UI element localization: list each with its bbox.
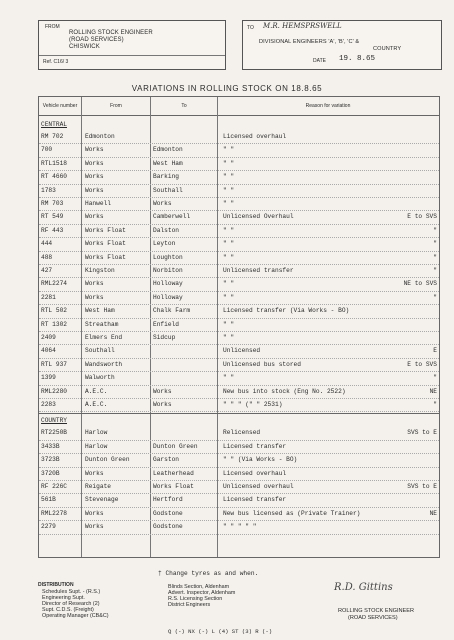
vehicle-cell: 561B bbox=[41, 496, 56, 504]
reason-cell: Unlicensed overhaul bbox=[223, 483, 294, 490]
vehicle-cell: RF 226C bbox=[41, 483, 67, 490]
table-row bbox=[39, 467, 439, 481]
reason-cell: " " bbox=[223, 293, 235, 301]
vehicle-cell: 2279 bbox=[41, 523, 56, 531]
distribution-item: Blinds Section, Aldenham bbox=[168, 584, 230, 590]
date-label: DATE bbox=[313, 58, 326, 64]
from-cell: Works bbox=[85, 173, 104, 181]
to-cell: Godstone bbox=[153, 523, 183, 531]
note-cell: " bbox=[433, 267, 437, 274]
from-cell: Harlow bbox=[85, 429, 108, 437]
section-heading: COUNTRY bbox=[41, 417, 67, 425]
reason-cell: Relicensed bbox=[223, 429, 261, 437]
to-cell: Chalk Farm bbox=[153, 307, 191, 315]
vehicle-cell: 1783 bbox=[41, 186, 56, 194]
to-cell: Leyton bbox=[153, 240, 176, 248]
reason-cell: " " bbox=[223, 374, 235, 382]
reason-cell: " " bbox=[223, 320, 235, 328]
vehicle-cell: 2281 bbox=[41, 293, 56, 301]
from-cell: Works Float bbox=[85, 226, 126, 234]
vehicle-cell: 3720B bbox=[41, 469, 60, 477]
variations-table bbox=[38, 96, 440, 558]
sign-line-2: (ROAD SERVICES) bbox=[348, 615, 398, 621]
sign-line-1: ROLLING STOCK ENGINEER bbox=[338, 608, 415, 614]
from-cell: Works Float bbox=[85, 253, 126, 261]
vehicle-cell: 4064 bbox=[41, 347, 56, 355]
table-row bbox=[39, 264, 439, 278]
vehicle-cell: 3433B bbox=[41, 442, 60, 450]
to-box bbox=[242, 20, 442, 70]
distribution-item: District Engineers bbox=[168, 602, 211, 608]
vehicle-cell: 444 bbox=[41, 240, 53, 248]
table-row bbox=[39, 520, 439, 534]
vehicle-cell: RT 4660 bbox=[41, 173, 67, 181]
from-cell: A.E.C. bbox=[85, 401, 108, 408]
reason-cell: " " bbox=[223, 159, 235, 167]
from-cell: Elmers End bbox=[85, 334, 123, 341]
table-row bbox=[39, 237, 439, 251]
from-cell: Stevenage bbox=[85, 496, 119, 504]
from-cell: Works bbox=[85, 159, 104, 167]
table-row bbox=[39, 331, 439, 345]
reason-cell: Licensed transfer (Via Works - BO) bbox=[223, 307, 350, 315]
to-cell: Works bbox=[153, 200, 172, 207]
note-cell: " bbox=[433, 226, 437, 234]
from-cell: Works bbox=[85, 280, 104, 288]
vehicle-cell: RTL 502 bbox=[41, 307, 67, 315]
reason-cell: " " (Via Works - BO) bbox=[223, 456, 298, 464]
vehicle-cell: 488 bbox=[41, 253, 53, 261]
table-row bbox=[39, 224, 439, 238]
to-cell: Camberwell bbox=[153, 213, 191, 221]
reason-cell: Licensed transfer bbox=[223, 496, 287, 504]
reason-cell: Licensed transfer bbox=[223, 442, 287, 450]
to-cell: Holloway bbox=[153, 293, 183, 301]
note-cell: NE to SVS bbox=[403, 280, 437, 288]
reason-cell: Unlicensed bbox=[223, 347, 261, 355]
vehicle-cell: 2409 bbox=[41, 334, 56, 341]
table-row bbox=[39, 130, 439, 144]
to-cell: Enfield bbox=[153, 320, 179, 328]
from-cell: Hanwell bbox=[85, 200, 111, 207]
reason-cell: " " bbox=[223, 146, 235, 154]
to-cell: Sidcup bbox=[153, 334, 176, 341]
note-cell: " bbox=[433, 253, 437, 261]
from-cell: Works bbox=[85, 186, 104, 194]
to-cell: Works bbox=[153, 401, 172, 408]
distribution-codes: Q (-) NX (-) L (4) ST (3) R (-) bbox=[168, 628, 273, 635]
reason-cell: " " bbox=[223, 280, 235, 288]
table-row bbox=[39, 170, 439, 184]
note-cell: E to SVS bbox=[407, 213, 437, 221]
vehicle-cell: RTL1518 bbox=[41, 159, 67, 167]
note-cell: SVS to E bbox=[407, 483, 437, 490]
table-row bbox=[39, 493, 439, 507]
distribution-list-left bbox=[42, 589, 109, 619]
reason-cell: Licensed overhaul bbox=[223, 133, 287, 140]
table-row bbox=[39, 453, 439, 467]
to-cell: Works Float bbox=[153, 483, 194, 490]
distribution-item: Advert. Inspector, Aldenham bbox=[168, 590, 236, 596]
vehicle-cell: RML2274 bbox=[41, 280, 67, 288]
distribution-item: Schedules Supt. - (R.S.) bbox=[42, 589, 101, 595]
to-cell: Loughton bbox=[153, 253, 183, 261]
from-cell: Streatham bbox=[85, 320, 119, 328]
note-mark: † bbox=[158, 570, 166, 577]
vehicle-cell: RM 703 bbox=[41, 200, 64, 207]
reason-cell: Unlicensed bus stored bbox=[223, 360, 301, 368]
from-cell: Works Float bbox=[85, 240, 126, 248]
to-cell: Barking bbox=[153, 173, 179, 181]
distribution-item: Engineering Supt. bbox=[42, 595, 85, 601]
to-cell: Garston bbox=[153, 456, 179, 464]
note-cell: SVS to E bbox=[407, 429, 437, 437]
reason-cell: New bus licensed as (Private Trainer) bbox=[223, 509, 361, 517]
note-cell: E bbox=[433, 347, 437, 355]
from-cell: Works bbox=[85, 146, 104, 154]
vehicle-cell: 2283 bbox=[41, 401, 56, 408]
to-cell: Edmonton bbox=[153, 146, 183, 154]
from-line-1: ROLLING STOCK ENGINEER bbox=[69, 30, 153, 36]
to-line-2: COUNTRY bbox=[373, 46, 402, 52]
from-cell: Walworth bbox=[85, 374, 115, 382]
vehicle-cell: 427 bbox=[41, 267, 53, 274]
vehicle-cell: 700 bbox=[41, 146, 53, 154]
to-cell: Dunton Green bbox=[153, 442, 198, 450]
signature: R.D. Gittins bbox=[334, 582, 393, 593]
from-cell: Edmonton bbox=[85, 133, 115, 140]
from-cell: West Ham bbox=[85, 307, 115, 315]
reason-cell: " " bbox=[223, 186, 235, 194]
vehicle-cell: 3723B bbox=[41, 456, 60, 464]
table-row bbox=[39, 143, 439, 157]
col-vehicle: Vehicle number bbox=[39, 97, 82, 115]
reason-cell: Unlicensed Overhaul bbox=[223, 213, 294, 221]
note-cell: E to SVS bbox=[407, 360, 437, 368]
ref-number: Ref. C16/ 3 bbox=[43, 59, 69, 65]
from-cell: Dunton Green bbox=[85, 456, 130, 464]
table-row bbox=[39, 440, 439, 454]
table-row bbox=[39, 507, 439, 521]
table-row bbox=[39, 371, 439, 385]
to-cell: Dalston bbox=[153, 226, 179, 234]
vehicle-cell: RML2278 bbox=[41, 509, 67, 517]
table-row bbox=[39, 426, 439, 440]
vehicle-cell: RT2250B bbox=[41, 429, 67, 437]
col-to: To bbox=[151, 97, 218, 115]
col-reason: Reason for variation bbox=[305, 103, 351, 109]
distribution-item: Operating Manager (CB&C) bbox=[42, 613, 109, 619]
table-row bbox=[39, 318, 439, 332]
from-cell: Works bbox=[85, 509, 104, 517]
from-box bbox=[38, 20, 226, 70]
table-row bbox=[39, 157, 439, 171]
from-cell: Works bbox=[85, 213, 104, 221]
table-row bbox=[39, 398, 439, 412]
vehicle-cell: 1399 bbox=[41, 374, 56, 382]
from-cell: Works bbox=[85, 293, 104, 301]
from-cell: Harlow bbox=[85, 442, 108, 450]
to-cell: Norbiton bbox=[153, 267, 183, 274]
vehicle-cell: RTL 937 bbox=[41, 360, 67, 368]
to-cell: West Ham bbox=[153, 159, 183, 167]
to-cell: Holloway bbox=[153, 280, 183, 288]
reason-cell: " " bbox=[223, 200, 235, 207]
table-row bbox=[39, 251, 439, 265]
reason-cell: " " bbox=[223, 253, 235, 261]
vehicle-cell: RML2280 bbox=[41, 387, 67, 395]
note-cell: " bbox=[433, 293, 437, 301]
from-cell: Wandsworth bbox=[85, 360, 123, 368]
section-heading: CENTRAL bbox=[41, 121, 67, 128]
from-cell: A.E.C. bbox=[85, 387, 108, 395]
to-cell: Hertford bbox=[153, 496, 183, 504]
page-title: VARIATIONS IN ROLLING STOCK ON 18.8.65 bbox=[131, 84, 323, 93]
distribution-label: DISTRIBUTION bbox=[38, 582, 74, 588]
vehicle-cell: RF 443 bbox=[41, 226, 64, 234]
table-row bbox=[39, 344, 439, 358]
footer-note: † Change tyres as and when. bbox=[158, 570, 259, 577]
note-cell: " bbox=[433, 240, 437, 248]
table-row bbox=[39, 184, 439, 198]
vehicle-cell: RT 549 bbox=[41, 213, 64, 221]
reason-cell: " " bbox=[223, 173, 235, 181]
table-row bbox=[39, 385, 439, 399]
from-cell: Works bbox=[85, 523, 104, 531]
reason-cell: Unlicensed transfer bbox=[223, 267, 294, 274]
from-cell: Kingston bbox=[85, 267, 115, 274]
reason-cell: " " bbox=[223, 240, 235, 248]
note-cell: " bbox=[433, 401, 437, 408]
reason-cell: " " " (" " 2531) bbox=[223, 401, 283, 408]
reason-cell: " " bbox=[223, 334, 235, 341]
to-cell: Southall bbox=[153, 186, 183, 194]
from-line-3: CHISWICK bbox=[69, 44, 100, 50]
to-handwritten: M.R. HEMSPRSWELL bbox=[263, 22, 342, 30]
from-cell: Southall bbox=[85, 347, 115, 355]
reason-cell: " " " " " bbox=[223, 523, 257, 531]
from-cell: Reigate bbox=[85, 483, 111, 490]
table-row bbox=[39, 480, 439, 494]
distribution-item: Supt. C.D.S. (Freight) bbox=[42, 607, 94, 613]
to-cell: Godstone bbox=[153, 509, 183, 517]
note-cell: NE bbox=[429, 509, 437, 517]
reason-cell: Licensed overhaul bbox=[223, 469, 287, 477]
date-value: 19. 8.65 bbox=[339, 55, 376, 63]
note-cell: " bbox=[433, 374, 437, 382]
vehicle-cell: RT 1302 bbox=[41, 320, 67, 328]
reason-cell: New bus into stock (Eng No. 2522) bbox=[223, 387, 346, 395]
from-line-2: (ROAD SERVICES) bbox=[69, 37, 124, 43]
vehicle-cell: RM 702 bbox=[41, 133, 64, 140]
table-row bbox=[39, 304, 439, 318]
to-line-1: DIVISIONAL ENGINEERS 'A', 'B', 'C' & bbox=[259, 39, 360, 45]
from-label: FROM bbox=[45, 24, 60, 30]
distribution-item: Director of Research (2) bbox=[42, 601, 100, 607]
from-cell: Works bbox=[85, 469, 104, 477]
note-cell: NE bbox=[429, 387, 437, 395]
table-row bbox=[39, 197, 439, 211]
reason-cell: " " bbox=[223, 226, 235, 234]
table-row bbox=[39, 358, 439, 372]
to-label: TO bbox=[247, 25, 254, 31]
distribution-item: R.S. Licensing Section bbox=[168, 596, 223, 602]
distribution-list-mid bbox=[168, 584, 235, 608]
to-cell: Works bbox=[153, 387, 172, 395]
table-row bbox=[39, 291, 439, 305]
col-from: From bbox=[82, 97, 151, 115]
to-cell: Leatherhead bbox=[153, 469, 194, 477]
table-row bbox=[39, 210, 439, 224]
footer bbox=[38, 570, 448, 638]
table-row bbox=[39, 277, 439, 291]
